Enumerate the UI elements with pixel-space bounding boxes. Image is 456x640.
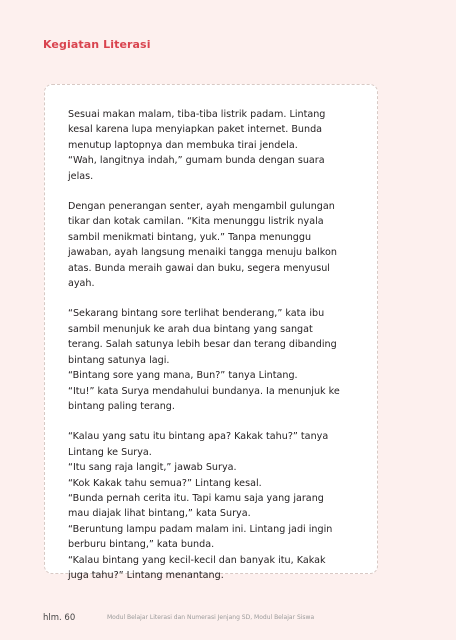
story-paragraph xyxy=(68,429,364,583)
story-line: “Sekarang bintang sore terlihat benderang,” kata ibu xyxy=(68,308,325,320)
story-line: “Itu!” kata Surya mendahului bundanya. Ia menunjuk ke xyxy=(68,385,340,397)
story-line: “Wah, langitnya indah,” gumam bunda dengan suara xyxy=(68,155,325,167)
story-line: menutup laptopnya dan membuka tirai jendela. xyxy=(68,139,298,151)
section-title: Kegiatan Literasi xyxy=(43,38,151,51)
module-title: Modul Belajar Literasi dan Numerasi Jenjang SD, Modul Belajar Siswa xyxy=(107,614,315,621)
page-number: hlm. 60 xyxy=(43,613,76,623)
story-paragraph xyxy=(68,199,364,291)
story-line: ayah. xyxy=(68,278,95,290)
story-line: “Kalau yang satu itu bintang apa? Kakak tahu?” tanya xyxy=(68,431,329,443)
story-line: “Kalau bintang yang kecil-kecil dan banyak itu, Kakak xyxy=(68,554,326,566)
story-line: Sesuai makan malam, tiba-tiba listrik padam. Lintang xyxy=(68,109,326,120)
story-paragraph xyxy=(68,306,364,414)
story-line: juga tahu?” Lintang menantang. xyxy=(68,569,224,581)
story-line: bintang satunya lagi. xyxy=(68,354,170,366)
story-line: tikar dan kotak camilan. “Kita menunggu listrik nyala xyxy=(68,216,324,228)
story-line: “Beruntung lampu padam malam ini. Lintang jadi ingin xyxy=(68,523,333,535)
story-line: kesal karena lupa menyiapkan paket internet. Bunda xyxy=(68,124,323,136)
story-line: “Bunda pernah cerita itu. Tapi kamu saja yang jarang xyxy=(68,492,324,504)
story-line: Dengan penerangan senter, ayah mengambil gulungan xyxy=(68,201,335,213)
story-line: sambil menikmati bintang, yuk.” Tanpa menunggu xyxy=(68,231,312,243)
story-line: “Kok Kakak tahu semua?” Lintang kesal. xyxy=(68,477,262,489)
story-line: bintang paling terang. xyxy=(68,400,175,412)
story-text xyxy=(68,107,364,583)
story-line: jelas. xyxy=(68,170,94,182)
story-line: sambil menunjuk ke arah dua bintang yang sangat xyxy=(68,323,313,335)
story-line: berburu bintang,” kata bunda. xyxy=(68,539,215,551)
story-line: atas. Bunda meraih gawai dan buku, segera menyusul xyxy=(68,262,330,274)
story-line: “Itu sang raja langit,” jawab Surya. xyxy=(68,462,237,474)
story-line: terang. Salah satunya lebih besar dan terang dibanding xyxy=(68,339,337,351)
story-line: “Bintang sore yang mana, Bun?” tanya Lintang. xyxy=(68,370,298,382)
story-line: jawaban, ayah langsung menaiki tangga menuju balkon xyxy=(68,247,337,259)
story-line: mau diajak lihat bintang,” kata Surya. xyxy=(68,508,251,520)
story-paragraph xyxy=(68,107,364,184)
story-line: Lintang ke Surya. xyxy=(68,446,152,458)
